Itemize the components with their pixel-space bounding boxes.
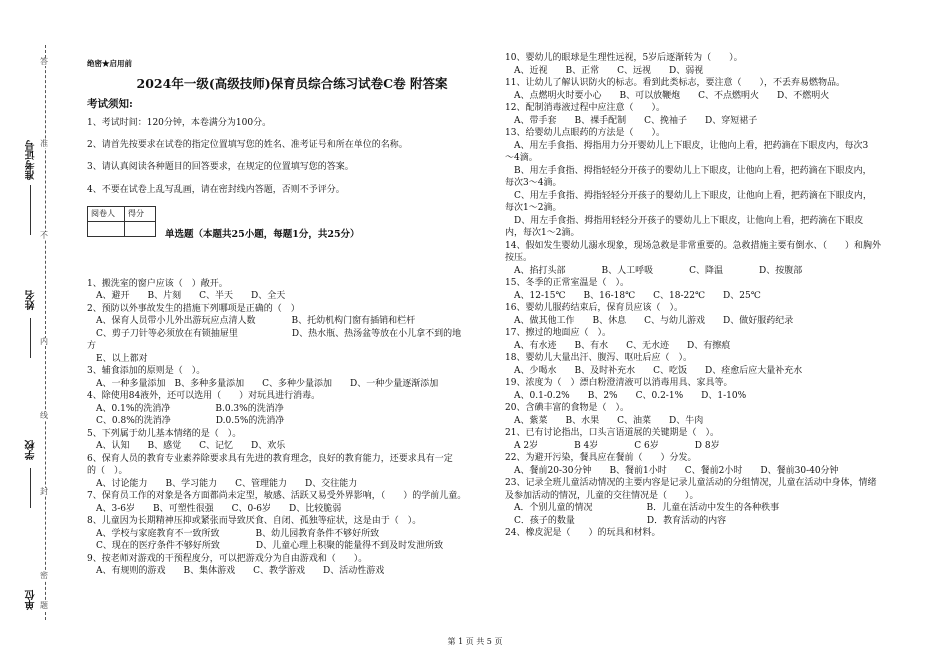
answer-option-line: A、用左手食指、拇指用力分开婴幼儿上下眼皮，让他向上看，把药滴在下眼皮内，每次3 (505, 140, 869, 151)
answer-option-line: A、掐打头部 B、人工呼吸 C、降温 D、按腹部 (505, 265, 803, 276)
question-line: 24、橡皮泥是（ ）的玩具和材料。 (505, 528, 661, 538)
page-number: 第 1 页 共 5 页 (447, 637, 503, 646)
seal-char: 题 (40, 601, 48, 610)
question-line: 18、婴幼儿大量出汗、腹泻、呕吐后应（ ）。 (505, 353, 692, 363)
question-line: 14、假如发生婴幼儿溺水现象，现场急救是非常重要的。急救措施主要有倒水、（ ）和胸外 (505, 240, 881, 251)
score-table (87, 206, 156, 237)
reviewer-cell: 阅卷人 (88, 206, 125, 221)
question-line: 每次1～2滴。 (505, 203, 562, 213)
answer-option-line: C、现在的医疗条件不够好所致 D、儿童心理上积聚的能量得不到及时发泄所致 (87, 541, 444, 552)
exam-number-label: 准考证号 (26, 140, 37, 180)
question-line: 17、擦过的地面应（ ）。 (505, 328, 611, 338)
exam-number-blank[interactable] (30, 185, 31, 235)
notice-heading: 考试须知: (87, 98, 133, 110)
question-line: 方 (87, 341, 97, 352)
question-line: 4、除使用84液外，还可以选用（ ）对玩具进行消毒。 (87, 391, 321, 402)
seal-char: 封 (40, 487, 48, 496)
answer-option-line: A、避开 B、片刻 C、半天 D、全天 (87, 291, 286, 302)
question-line: 每次3～4滴。 (505, 178, 562, 188)
question-line: 8、儿童因为长期精神压抑或紧张而导致厌食、自闭、孤独等症状，这是由于（ ）。 (87, 516, 422, 527)
seal-char: 答 (40, 57, 48, 66)
section-header (87, 206, 497, 278)
school-label: 学校 (26, 440, 37, 460)
answer-option-line: C、用左手食指、拇指轻轻分开孩子的婴幼儿上下眼皮，让他向上看，把药滴在下眼皮内， (505, 190, 872, 201)
answer-option-line: A、讨论能力 B、学习能力 C、管理能力 D、交往能力 (87, 478, 358, 489)
question-line: 6、保育人员的教育专业素养除要求具有先进的教育理念，良好的教育能力，还要求具有一定 (87, 453, 453, 464)
seal-char: 内 (40, 337, 48, 346)
answer-option-line: A、带手套 B、裸手配制 C、挽袖子 D、穿短裙子 (505, 115, 758, 126)
section-title: 单选题（本题共25小题，每题1分，共25分） (165, 228, 360, 240)
binding-margin (0, 0, 70, 671)
question-line: 按压。 (505, 253, 533, 263)
answer-option-line: A、0.1-0.2% B、2% C、0.2-1% D、1-10% (505, 390, 747, 401)
seal-char: 不 (40, 231, 48, 240)
answer-option-line: A 2岁 B 4岁 C 6岁 D 8岁 (505, 440, 720, 451)
seal-dashed-line (45, 45, 46, 620)
answer-option-line: A、近视 B、正常 C、远视 D、弱视 (505, 65, 704, 76)
answer-option-line: A、有规则的游戏 B、集体游戏 C、教学游戏 D、活动性游戏 (87, 566, 385, 577)
answer-option-line: A、点燃明火时要小心 B、可以放鞭炮 C、不点燃明火 D、不燃明火 (505, 90, 830, 101)
confidential-mark: 绝密★启用前 (87, 59, 132, 68)
question-line: 11、让幼儿了解认识防火的标志。看到此类标志，要注意（ ），不丢弃易燃物品。 (505, 78, 845, 88)
name-label: 姓名 (26, 290, 37, 310)
notice-item: 2、请首先按要求在试卷的指定位置填写您的姓名、准考证号和所在单位的名称。 (87, 140, 408, 151)
answer-option-line: B、用左手食指、拇指轻轻分开孩子的婴幼儿上下眼皮，让他向上看，把药滴在下眼皮内， (505, 165, 872, 176)
question-line: 1、搬洗室的窗户应该（ ）敞开。 (87, 278, 228, 289)
score-blank[interactable] (125, 221, 156, 236)
answer-option-line: A、认知 B、感觉 C、记忆 D、欢乐 (87, 441, 286, 452)
question-line: 5、下列属于幼儿基本情绪的是（ ）。 (87, 428, 242, 439)
seal-char: 准 (40, 139, 48, 148)
answer-option-line: C、0.8%的洗消净 D.0.5%的洗消净 (87, 416, 285, 427)
question-line: 及参加活动的情况，儿童的交往情况是（ ）。 (505, 490, 699, 501)
unit-label: 单位 (26, 590, 37, 610)
seal-char: 线 (40, 411, 48, 420)
school-blank[interactable] (30, 468, 31, 508)
answer-option-line: A、保育人员带小儿外出游玩应点清人数 B、托幼机构门窗有插销和栏杆 (87, 316, 416, 327)
score-cell: 得分 (125, 206, 156, 221)
answer-option-line: C、剪子刀针等必须放在有锁抽屉里 D、热水瓶、热汤盆等放在小儿拿不到的地 (87, 328, 462, 339)
question-line: 19、浓度为（ ）漂白粉澄清液可以消毒用具、家具等。 (505, 378, 733, 388)
question-line: 7、保育员工作的对象是各方面都尚未定型，敏感、活跃又易受外界影响，（ ）的学前儿童。 (87, 491, 467, 502)
answer-option-line: A、0.1%的洗消净 B.0.3%的洗消净 (87, 403, 284, 414)
question-line: 12、配制消毒液过程中应注意（ ）。 (505, 103, 665, 113)
answer-option-line: A、餐前20-30分钟 B、餐前1小时 C、餐前2小时 D、餐前30-40分钟 (505, 465, 839, 476)
notice-item: 4、不要在试卷上乱写乱画，请在密封线内答题，否则不予评分。 (87, 184, 345, 195)
left-column (87, 52, 497, 578)
answer-option-line: D、用左手食指、拇指用轻轻分开孩子的婴幼儿上下眼皮，让他向上看，把药滴在下眼皮 (505, 215, 864, 226)
answer-option-line: A、少喝水 B、及时补充水 C、吃饭 D、痊愈后应大量补充水 (505, 365, 803, 376)
question-line: ～4滴。 (505, 153, 538, 163)
answer-option-line: A、紫菜 B、水果 C、油菜 D、牛肉 (505, 415, 704, 426)
answer-option-line: A、有水迹 B、有水 C、无水迹 D、有擦痕 (505, 340, 731, 351)
question-line: 21、已有讨论指出，口头言语道展的关键期是（ ）。 (505, 428, 719, 438)
question-line: 3、辅食添加的原则是（ ）。 (87, 366, 206, 377)
right-column (505, 52, 925, 540)
answer-option-line: A．个别儿童的情况 B．儿童在活动中发生的各种秩事 (505, 503, 780, 513)
notice-item: 1、考试时间：120分钟，本卷满分为100分。 (87, 118, 272, 128)
question-line: 22、为避开污染，餐具应在餐前（ ）分发。 (505, 453, 697, 463)
answer-option-line: E、以上都对 (87, 353, 148, 364)
question-list-right (505, 52, 925, 540)
question-line: 内，每次1～2滴。 (505, 228, 580, 238)
answer-option-line: A、一种多量添加 B、多种多量添加 C、多种少量添加 D、一种少量逐渐添加 (87, 378, 439, 389)
seal-char: 密 (40, 571, 48, 580)
reviewer-blank[interactable] (88, 221, 125, 236)
name-blank[interactable] (30, 318, 31, 358)
answer-option-line: A、12-15℃ B、16-18℃ C、18-22℃ D、25℃ (505, 290, 761, 301)
question-line: 20、含碘丰富的食物是（ ）。 (505, 403, 629, 413)
question-line: 15、冬季的正常室温是（ ）。 (505, 278, 629, 288)
answer-option-line: A、3-6岁 B、可塑性很强 C、0-6岁 D、比较脆弱 (87, 503, 342, 514)
question-line: 2、预防以外事故发生的措施下列哪项是正确的（ ） (87, 303, 300, 314)
notice-item: 3、请认真阅读各种题目的回答要求，在规定的位置填写您的答案。 (87, 162, 354, 173)
question-line: 10、婴幼儿的眼球是生理性远视，5岁后逐渐转为（ ）。 (505, 53, 743, 63)
question-line: 23、记录全班儿童活动情况的主要内容是记录儿童活动的分组情况，儿童在活动中身体，情绪 (505, 478, 877, 488)
question-line: 9、按老师对游戏的干预程度分，可以把游戏分为自由游戏和（ ）。 (87, 553, 368, 564)
question-line: 16、婴幼儿服药结束后，保育员应该（ ）。 (505, 303, 683, 313)
question-list-left (87, 278, 497, 578)
answer-option-line: C．孩子的数量 D．教育活动的内容 (505, 515, 727, 526)
answer-option-line: A、做其他工作 B、休息 C、与幼儿游戏 D、做好服药纪录 (505, 315, 794, 326)
question-line: 的（ ）。 (87, 466, 128, 477)
answer-option-line: A、学校与家庭教育不一致所致 B、幼儿园教育条件不够好所致 (87, 528, 380, 539)
page-title: 2024年一级(高级技师)保育员综合练习试卷C卷 附答案 (136, 76, 448, 91)
question-line: 13、给婴幼儿点眼药的方法是（ ）。 (505, 128, 665, 138)
